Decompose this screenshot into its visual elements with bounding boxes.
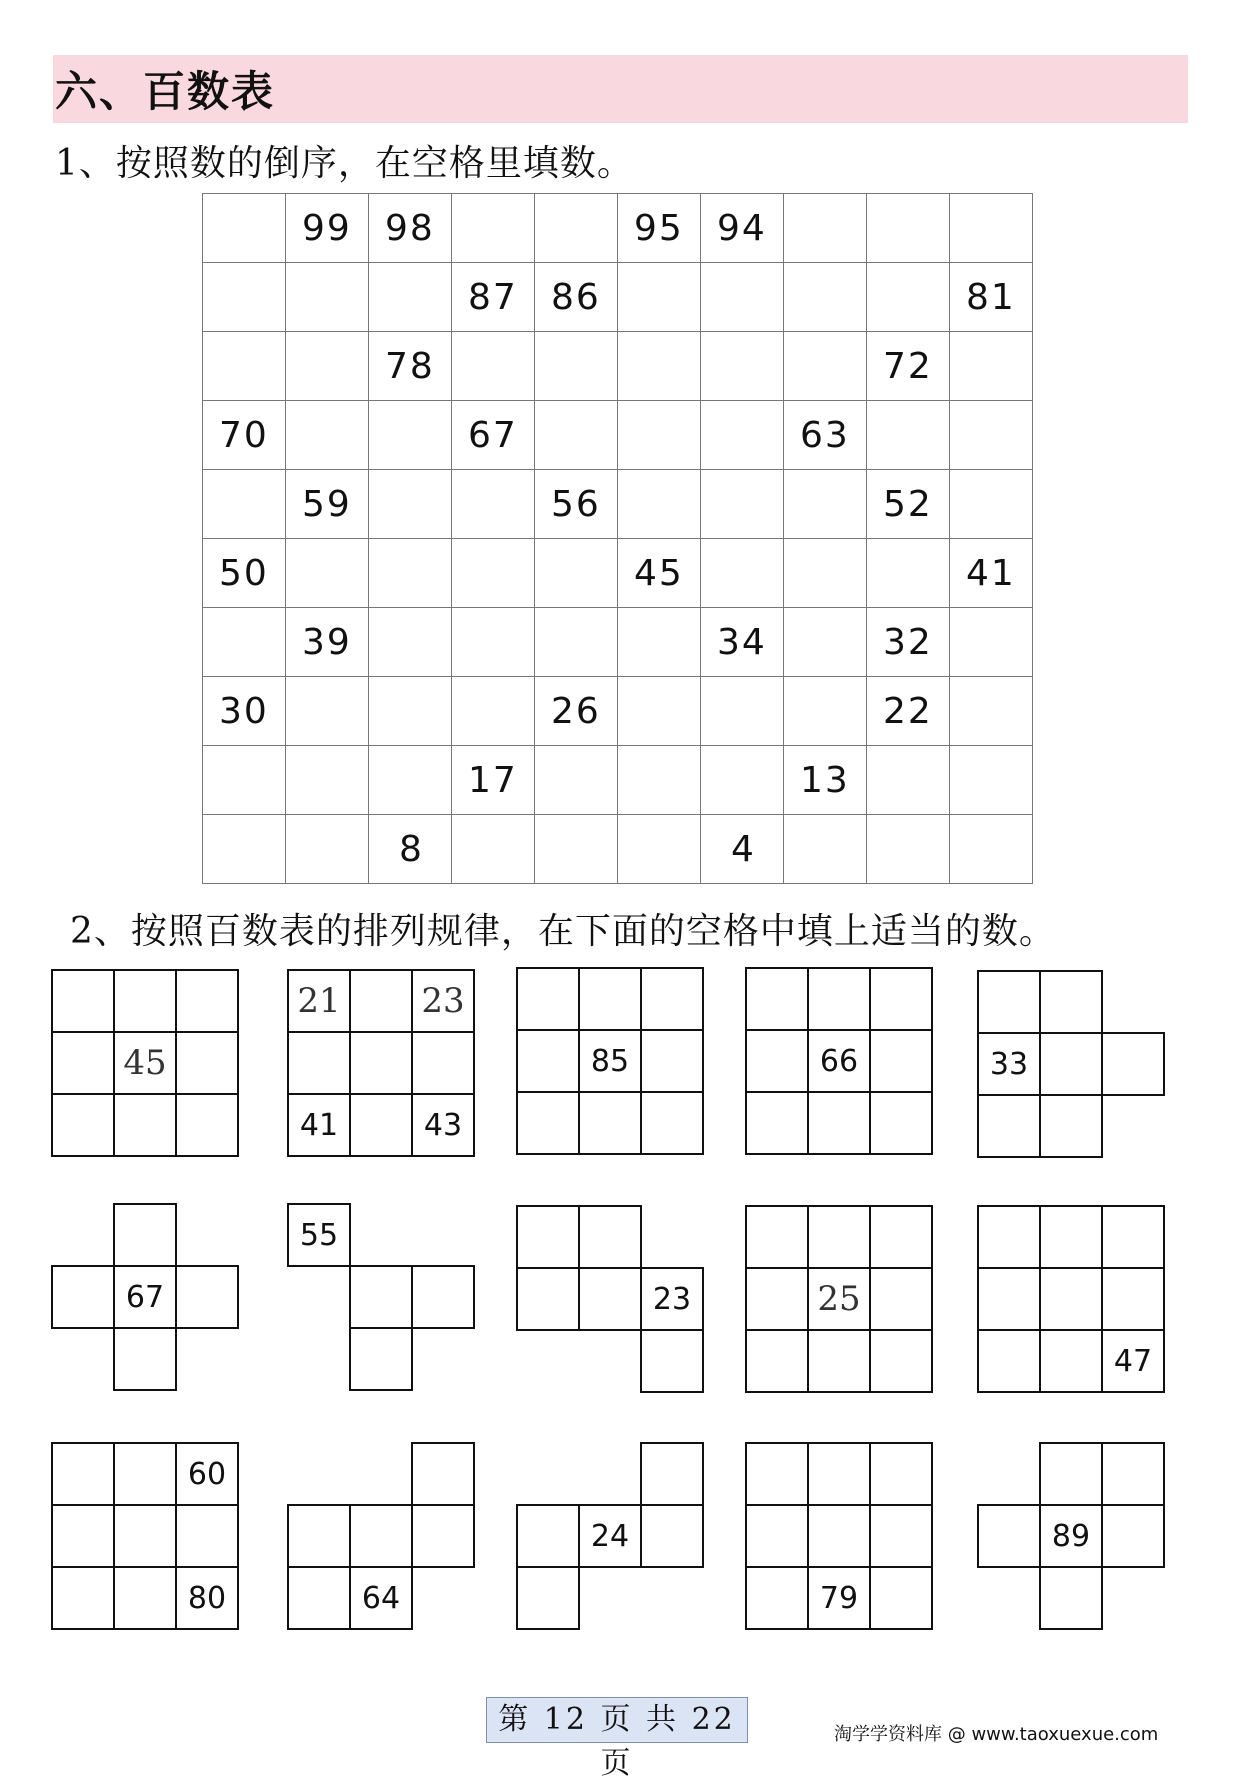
cell-value: 81 (966, 276, 1016, 318)
blank-cell[interactable] (452, 608, 535, 677)
cell-value: 50 (219, 552, 269, 594)
puzzle-blank-cell[interactable] (977, 1267, 1041, 1331)
blank-cell[interactable] (369, 746, 452, 815)
blank-cell[interactable] (618, 608, 701, 677)
puzzle-blank-cell[interactable] (1039, 1267, 1103, 1331)
blank-cell[interactable] (203, 194, 286, 263)
cell-value: 17 (468, 759, 518, 801)
puzzle-blank-cell[interactable] (349, 1031, 413, 1095)
puzzle-blank-cell[interactable] (869, 1029, 933, 1093)
cell-value: 34 (717, 621, 767, 663)
hundred-chart-row (203, 194, 1033, 263)
number-cell (369, 194, 452, 263)
puzzle-blank-cell[interactable] (287, 1504, 351, 1568)
puzzle-blank-cell[interactable] (349, 1504, 413, 1568)
puzzle-blank-cell[interactable] (640, 1442, 704, 1506)
puzzle-blank-cell[interactable] (745, 1504, 809, 1568)
blank-cell[interactable] (535, 746, 618, 815)
puzzle-number-cell: 23 (411, 969, 475, 1033)
blank-cell[interactable] (286, 263, 369, 332)
section-title: 六、百数表 (55, 67, 276, 116)
blank-cell[interactable] (950, 746, 1033, 815)
blank-cell[interactable] (867, 746, 950, 815)
hundred-chart-table (202, 193, 1033, 884)
cell-value: 72 (883, 345, 933, 387)
blank-cell[interactable] (701, 677, 784, 746)
puzzle-number-cell: 23 (640, 1267, 704, 1331)
cell-value: 30 (219, 690, 269, 732)
puzzle-blank-cell[interactable] (516, 1504, 580, 1568)
puzzle-blank-cell[interactable] (640, 1029, 704, 1093)
blank-cell[interactable] (701, 332, 784, 401)
blank-cell[interactable] (618, 401, 701, 470)
hundred-chart-row (203, 470, 1033, 539)
number-cell (203, 401, 286, 470)
puzzle-blank-cell[interactable] (977, 1329, 1041, 1393)
hundred-chart-row (203, 263, 1033, 332)
number-cell (535, 677, 618, 746)
puzzle-blank-cell[interactable] (1101, 1442, 1165, 1506)
puzzle-number-cell: 45 (113, 1031, 177, 1095)
cell-value: 94 (717, 207, 767, 249)
blank-cell[interactable] (369, 401, 452, 470)
number-cell (701, 194, 784, 263)
puzzle-number-cell: 79 (807, 1566, 871, 1630)
blank-cell[interactable] (618, 263, 701, 332)
puzzle-blank-cell[interactable] (411, 1442, 475, 1506)
blank-cell[interactable] (867, 263, 950, 332)
cell-value: 56 (551, 483, 601, 525)
number-cell (452, 263, 535, 332)
puzzle-blank-cell[interactable] (977, 1504, 1041, 1568)
blank-cell[interactable] (369, 470, 452, 539)
hundred-chart-row (203, 539, 1033, 608)
puzzle-blank-cell[interactable] (51, 1442, 115, 1506)
puzzle-number-cell: 24 (578, 1504, 642, 1568)
puzzle-blank-cell[interactable] (349, 969, 413, 1033)
blank-cell[interactable] (784, 194, 867, 263)
blank-cell[interactable] (452, 677, 535, 746)
puzzle-blank-cell[interactable] (1039, 1329, 1103, 1393)
cell-value: 87 (468, 276, 518, 318)
puzzle-blank-cell[interactable] (807, 1442, 871, 1506)
question-2-text: 2、按照百数表的排列规律，在下面的空格中填上适当的数。 (70, 911, 1056, 952)
blank-cell[interactable] (286, 815, 369, 884)
puzzle-blank-cell[interactable] (1039, 1032, 1103, 1096)
puzzle-blank-cell[interactable] (1101, 1205, 1165, 1269)
puzzle-blank-cell[interactable] (516, 1091, 580, 1155)
puzzle-blank-cell[interactable] (807, 1091, 871, 1155)
puzzle-blank-cell[interactable] (1101, 1267, 1165, 1331)
blank-cell[interactable] (784, 539, 867, 608)
puzzle-blank-cell[interactable] (1039, 1442, 1103, 1506)
puzzle-blank-cell[interactable] (1039, 1094, 1103, 1158)
cell-value: 13 (800, 759, 850, 801)
puzzle-blank-cell[interactable] (1101, 1504, 1165, 1568)
blank-cell[interactable] (618, 746, 701, 815)
blank-cell[interactable] (286, 539, 369, 608)
puzzle-blank-cell[interactable] (578, 1205, 642, 1269)
puzzle-blank-cell[interactable] (113, 1442, 177, 1506)
puzzle-blank-cell[interactable] (113, 1566, 177, 1630)
blank-cell[interactable] (784, 677, 867, 746)
blank-cell[interactable] (701, 401, 784, 470)
blank-cell[interactable] (950, 677, 1033, 746)
blank-cell[interactable] (618, 677, 701, 746)
puzzle-blank-cell[interactable] (578, 967, 642, 1031)
puzzle-blank-cell[interactable] (175, 1265, 239, 1329)
puzzle-number-cell: 80 (175, 1566, 239, 1630)
blank-cell[interactable] (950, 332, 1033, 401)
number-cell (701, 608, 784, 677)
puzzle-blank-cell[interactable] (51, 1265, 115, 1329)
puzzle-number-cell: 89 (1039, 1504, 1103, 1568)
puzzle-blank-cell[interactable] (745, 1091, 809, 1155)
hundred-chart-row (203, 332, 1033, 401)
puzzle-blank-cell[interactable] (807, 1329, 871, 1393)
blank-cell[interactable] (203, 332, 286, 401)
hundred-chart-row (203, 401, 1033, 470)
puzzle-blank-cell[interactable] (516, 1267, 580, 1331)
blank-cell[interactable] (286, 332, 369, 401)
puzzle-blank-cell[interactable] (113, 1327, 177, 1391)
number-cell (867, 332, 950, 401)
puzzle-blank-cell[interactable] (807, 967, 871, 1031)
puzzle-blank-cell[interactable] (745, 1029, 809, 1093)
blank-cell[interactable] (950, 470, 1033, 539)
puzzle-blank-cell[interactable] (977, 970, 1041, 1034)
puzzle-blank-cell[interactable] (175, 1504, 239, 1568)
puzzle-blank-cell[interactable] (807, 1504, 871, 1568)
blank-cell[interactable] (369, 608, 452, 677)
cell-value: 86 (551, 276, 601, 318)
cell-value: 67 (468, 414, 518, 456)
blank-cell[interactable] (286, 677, 369, 746)
number-cell (203, 539, 286, 608)
puzzle-blank-cell[interactable] (745, 1267, 809, 1331)
cell-value: 22 (883, 690, 933, 732)
puzzle-number-cell: 25 (807, 1267, 871, 1331)
number-cell (701, 815, 784, 884)
number-cell (203, 677, 286, 746)
puzzle-blank-cell[interactable] (516, 967, 580, 1031)
puzzle-blank-cell[interactable] (516, 1566, 580, 1630)
number-cell (286, 194, 369, 263)
blank-cell[interactable] (535, 401, 618, 470)
blank-cell[interactable] (618, 470, 701, 539)
puzzle-number-cell: 67 (113, 1265, 177, 1329)
puzzle-blank-cell[interactable] (745, 967, 809, 1031)
puzzle-blank-cell[interactable] (745, 1205, 809, 1269)
section-banner (53, 55, 1188, 123)
number-cell (950, 539, 1033, 608)
blank-cell[interactable] (369, 263, 452, 332)
puzzle-blank-cell[interactable] (113, 1093, 177, 1157)
puzzle-blank-cell[interactable] (349, 1327, 413, 1391)
cell-value: 63 (800, 414, 850, 456)
blank-cell[interactable] (535, 194, 618, 263)
puzzle-blank-cell[interactable] (1039, 1205, 1103, 1269)
blank-cell[interactable] (867, 815, 950, 884)
puzzle-blank-cell[interactable] (869, 1267, 933, 1331)
number-cell (452, 401, 535, 470)
hundred-chart-row (203, 608, 1033, 677)
blank-cell[interactable] (203, 263, 286, 332)
cell-value: 99 (302, 207, 352, 249)
puzzle-blank-cell[interactable] (745, 1329, 809, 1393)
blank-cell[interactable] (701, 539, 784, 608)
blank-cell[interactable] (867, 401, 950, 470)
puzzle-blank-cell[interactable] (113, 1203, 177, 1267)
puzzle-blank-cell[interactable] (51, 1031, 115, 1095)
number-cell (618, 539, 701, 608)
blank-cell[interactable] (369, 677, 452, 746)
cell-value: 8 (399, 828, 424, 870)
puzzle-blank-cell[interactable] (578, 1267, 642, 1331)
cell-value: 52 (883, 483, 933, 525)
blank-cell[interactable] (701, 746, 784, 815)
number-cell (452, 746, 535, 815)
cell-value: 95 (634, 207, 684, 249)
blank-cell[interactable] (452, 470, 535, 539)
puzzle-blank-cell[interactable] (287, 1566, 351, 1630)
puzzle-number-cell: 66 (807, 1029, 871, 1093)
puzzle-number-cell: 55 (287, 1203, 351, 1267)
blank-cell[interactable] (618, 332, 701, 401)
blank-cell[interactable] (369, 539, 452, 608)
number-cell (950, 263, 1033, 332)
puzzle-blank-cell[interactable] (869, 1091, 933, 1155)
puzzle-number-cell: 85 (578, 1029, 642, 1093)
cell-value: 59 (302, 483, 352, 525)
puzzle-blank-cell[interactable] (869, 1566, 933, 1630)
puzzle-blank-cell[interactable] (175, 969, 239, 1033)
blank-cell[interactable] (535, 608, 618, 677)
hundred-chart-row (203, 746, 1033, 815)
blank-cell[interactable] (203, 815, 286, 884)
puzzle-blank-cell[interactable] (640, 967, 704, 1031)
cell-value: 41 (966, 552, 1016, 594)
blank-cell[interactable] (701, 263, 784, 332)
blank-cell[interactable] (784, 332, 867, 401)
puzzle-blank-cell[interactable] (869, 1504, 933, 1568)
puzzle-blank-cell[interactable] (175, 1093, 239, 1157)
blank-cell[interactable] (867, 194, 950, 263)
cell-value: 98 (385, 207, 435, 249)
number-cell (867, 677, 950, 746)
cell-value: 4 (731, 828, 756, 870)
puzzle-blank-cell[interactable] (51, 1504, 115, 1568)
number-cell (369, 332, 452, 401)
number-cell (535, 470, 618, 539)
blank-cell[interactable] (535, 815, 618, 884)
blank-cell[interactable] (286, 746, 369, 815)
puzzle-blank-cell[interactable] (349, 1265, 413, 1329)
number-cell (867, 470, 950, 539)
puzzle-blank-cell[interactable] (640, 1504, 704, 1568)
puzzle-number-cell: 47 (1101, 1329, 1165, 1393)
puzzle-blank-cell[interactable] (51, 1093, 115, 1157)
cell-value: 26 (551, 690, 601, 732)
puzzle-blank-cell[interactable] (1039, 1566, 1103, 1630)
puzzle-blank-cell[interactable] (51, 969, 115, 1033)
puzzle-number-cell: 21 (287, 969, 351, 1033)
puzzle-blank-cell[interactable] (869, 967, 933, 1031)
puzzle-blank-cell[interactable] (745, 1442, 809, 1506)
blank-cell[interactable] (784, 263, 867, 332)
puzzle-blank-cell[interactable] (411, 1265, 475, 1329)
number-cell (867, 608, 950, 677)
cell-value: 70 (219, 414, 269, 456)
number-cell (535, 263, 618, 332)
blank-cell[interactable] (203, 470, 286, 539)
puzzle-blank-cell[interactable] (113, 969, 177, 1033)
number-cell (286, 608, 369, 677)
blank-cell[interactable] (784, 608, 867, 677)
puzzle-blank-cell[interactable] (516, 1029, 580, 1093)
puzzle-blank-cell[interactable] (411, 1031, 475, 1095)
puzzle-blank-cell[interactable] (745, 1566, 809, 1630)
puzzle-blank-cell[interactable] (175, 1031, 239, 1095)
puzzle-blank-cell[interactable] (977, 1205, 1041, 1269)
blank-cell[interactable] (950, 194, 1033, 263)
number-cell (618, 194, 701, 263)
page-number-box (486, 1697, 748, 1781)
puzzle-number-cell: 33 (977, 1032, 1041, 1096)
blank-cell[interactable] (784, 815, 867, 884)
puzzle-blank-cell[interactable] (349, 1093, 413, 1157)
puzzle-blank-cell[interactable] (287, 1031, 351, 1095)
blank-cell[interactable] (701, 470, 784, 539)
puzzle-blank-cell[interactable] (869, 1442, 933, 1506)
cell-value: 39 (302, 621, 352, 663)
blank-cell[interactable] (535, 332, 618, 401)
blank-cell[interactable] (867, 539, 950, 608)
puzzle-blank-cell[interactable] (516, 1205, 580, 1269)
puzzle-blank-cell[interactable] (807, 1205, 871, 1269)
puzzle-blank-cell[interactable] (113, 1504, 177, 1568)
cell-value: 45 (634, 552, 684, 594)
puzzle-blank-cell[interactable] (51, 1566, 115, 1630)
puzzle-blank-cell[interactable] (869, 1205, 933, 1269)
puzzle-blank-cell[interactable] (640, 1329, 704, 1393)
puzzle-number-cell: 64 (349, 1566, 413, 1630)
blank-cell[interactable] (950, 608, 1033, 677)
hundred-chart-row (203, 815, 1033, 884)
cell-value: 32 (883, 621, 933, 663)
blank-cell[interactable] (535, 539, 618, 608)
watermark-text: 淘学学资料库 @ www.taoxuexue.com (834, 1724, 1159, 1745)
blank-cell[interactable] (950, 401, 1033, 470)
puzzle-number-cell: 60 (175, 1442, 239, 1506)
puzzle-blank-cell[interactable] (869, 1329, 933, 1393)
puzzle-blank-cell[interactable] (1039, 970, 1103, 1034)
number-cell (784, 746, 867, 815)
blank-cell[interactable] (618, 815, 701, 884)
number-cell (784, 401, 867, 470)
blank-cell[interactable] (452, 539, 535, 608)
cell-value: 78 (385, 345, 435, 387)
page-number-text: 第 12 页 共 22 页 (498, 1702, 736, 1781)
blank-cell[interactable] (950, 815, 1033, 884)
hundred-chart-row (203, 677, 1033, 746)
blank-cell[interactable] (452, 815, 535, 884)
puzzle-blank-cell[interactable] (578, 1091, 642, 1155)
question-1-text: 1、按照数的倒序，在空格里填数。 (55, 143, 634, 184)
blank-cell[interactable] (203, 608, 286, 677)
puzzle-blank-cell[interactable] (640, 1091, 704, 1155)
blank-cell[interactable] (452, 194, 535, 263)
puzzle-blank-cell[interactable] (1101, 1032, 1165, 1096)
number-cell (286, 470, 369, 539)
blank-cell[interactable] (784, 470, 867, 539)
blank-cell[interactable] (203, 746, 286, 815)
puzzle-number-cell: 43 (411, 1093, 475, 1157)
puzzle-blank-cell[interactable] (977, 1094, 1041, 1158)
number-cell (369, 815, 452, 884)
blank-cell[interactable] (452, 332, 535, 401)
blank-cell[interactable] (286, 401, 369, 470)
puzzle-blank-cell[interactable] (411, 1504, 475, 1568)
puzzle-number-cell: 41 (287, 1093, 351, 1157)
